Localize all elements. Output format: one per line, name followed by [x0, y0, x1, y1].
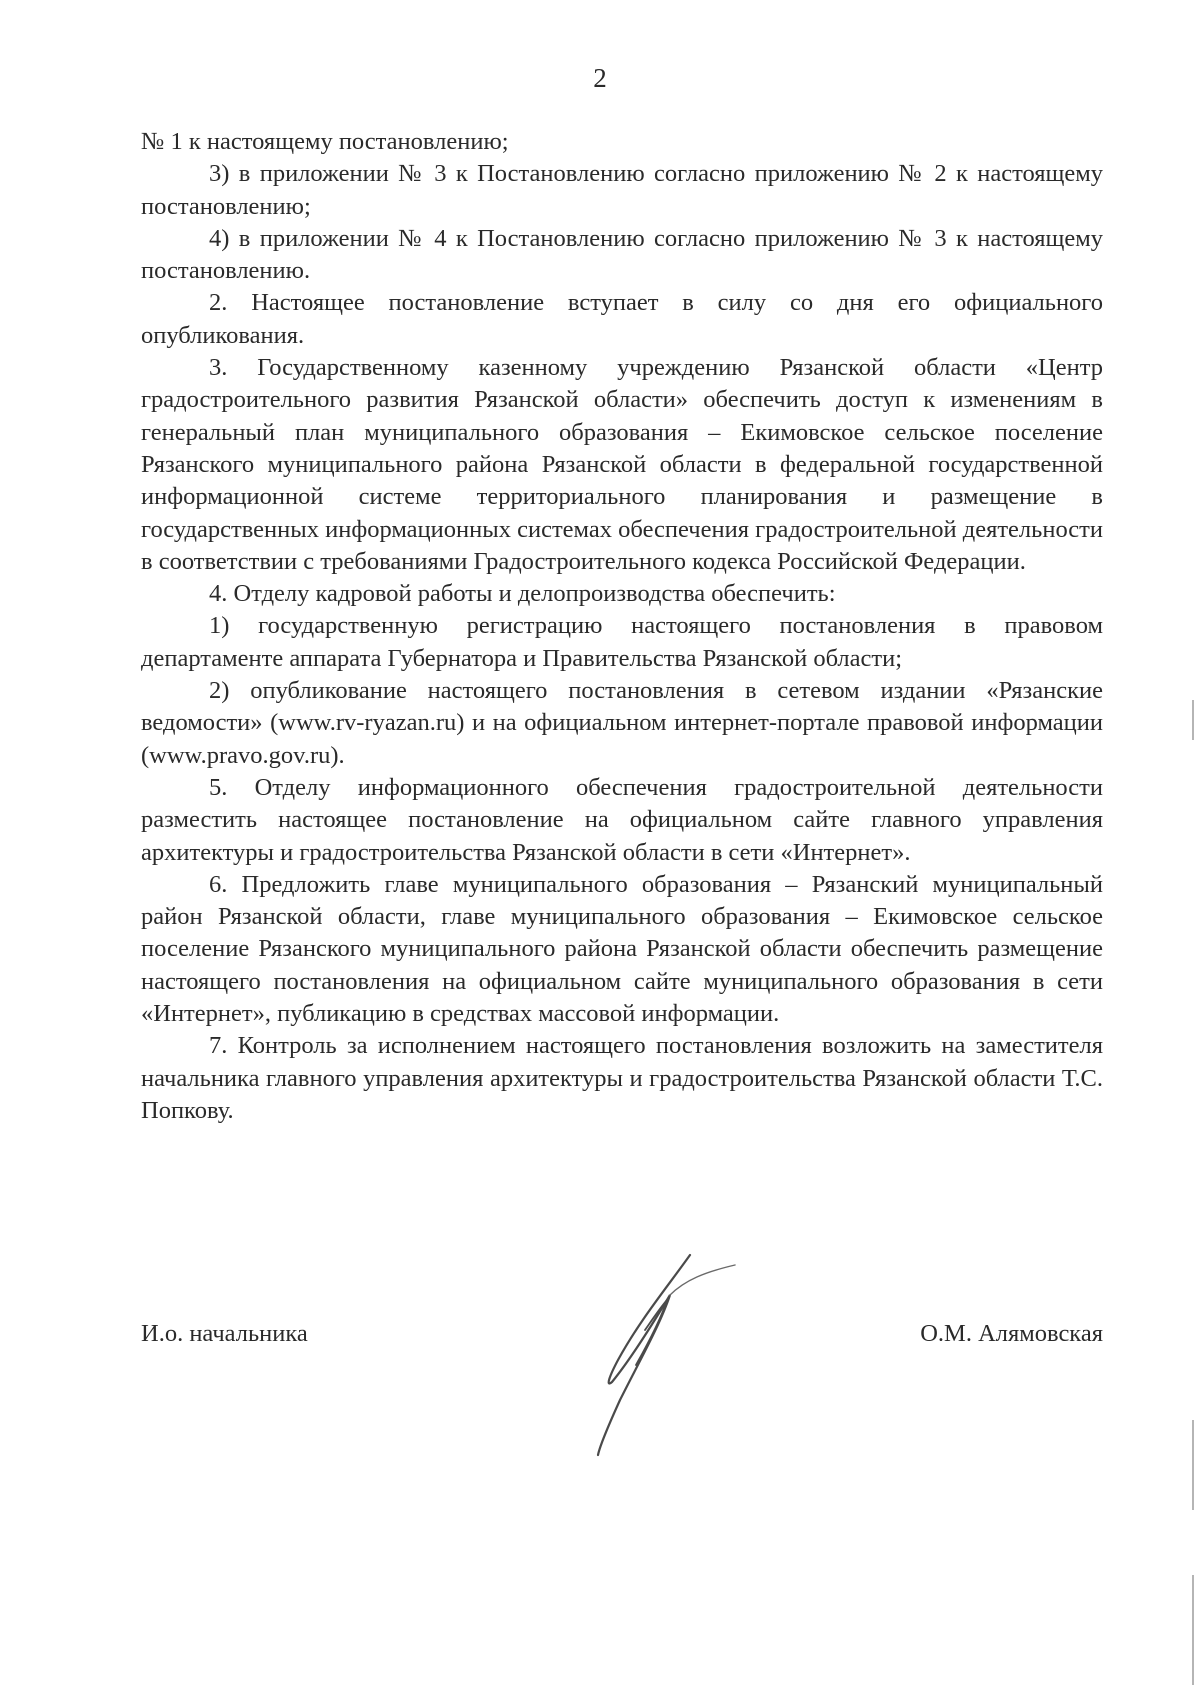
paragraph-continuation: № 1 к настоящему постановлению; — [141, 128, 509, 155]
paragraph-item-3: 3) в приложении № 3 к Постановлению согласно приложению № 2 к настоящему постановлению; — [141, 160, 1103, 220]
page-number: 2 — [593, 63, 607, 93]
scan-artifact — [1192, 1575, 1194, 1685]
signatory-position: И.о. начальника — [141, 1320, 308, 1347]
paragraph-item-4: 4) в приложении № 4 к Постановлению согласно приложению № 3 к настоящему постановлению. — [141, 224, 1103, 285]
signatory-name: О.М. Алямовская — [920, 1320, 1103, 1347]
scan-artifact — [1192, 1420, 1194, 1510]
paragraph-4-department: 4. Отделу кадровой работы и делопроизводства обеспечить: — [209, 580, 836, 608]
paragraph-5-website: 5. Отделу информационного обеспечения градостроительной деятельности разместить настоящее постановление на официальном сайте главного управления архитектуры и градостроительства Рязанской области в сети «Интернет». — [141, 773, 1103, 866]
paragraph-6-municipality: 6. Предложить главе муниципального образования – Рязанский муниципальный район Рязанской области, главе муниципального образования – Екимовское сельское поселение Рязанского муниципального района Рязанской области обеспечить размещение настоящего постановления на официальном сайте муниципального образования в сети «Интернет», публикацию в средствах массовой информации. — [141, 870, 1103, 1028]
paragraph-7-control: 7. Контроль за исполнением настоящего постановления возложить на заместителя начальника главного управления архитектуры и градостроительства Рязанской области Т.С. Попкову. — [141, 1032, 1103, 1124]
paragraph-2-effective-date: 2. Настоящее постановление вступает в силу со дня его официального опубликования. — [141, 289, 1103, 349]
document-body — [141, 126, 1103, 1127]
scan-artifact — [1192, 700, 1194, 740]
paragraph-4-1-registration: 1) государственную регистрацию настоящего постановления в правовом департаменте аппарата Губернатора и Правительства Рязанской области; — [141, 612, 1103, 672]
paragraph-4-2-publication: 2) опубликование настоящего постановления в сетевом издании «Рязанские ведомости» (www.rv-ryazan.ru) и на официальном интернет-портале правовой информации (www.pravo.gov.ru). — [141, 677, 1103, 769]
paragraph-3-access: 3. Государственному казенному учреждению Рязанской области «Центр градостроительного развития Рязанской области» обеспечить доступ к изменениям в генеральный план муниципального образования – Екимовское сельское поселение Рязанского муниципального района Рязанской области в федеральной государственной информационной системе территориального планирования и размещение в государственных информационных системах обеспечения градостроительной деятельности в соответствии с требованиями Градостроительного кодекса Российской Федерации. — [141, 354, 1103, 575]
handwritten-signature — [570, 1250, 750, 1470]
